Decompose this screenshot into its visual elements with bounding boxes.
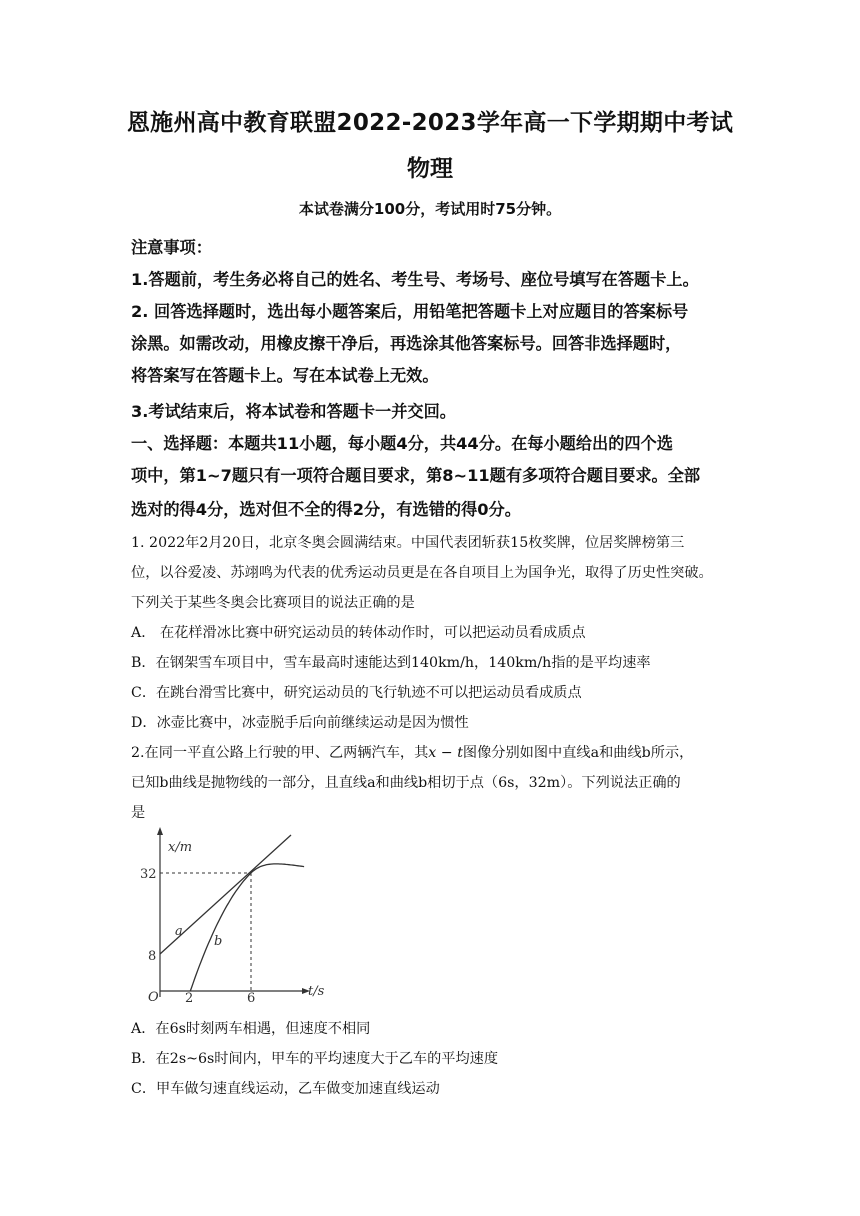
question-2-stem xyxy=(131,742,751,762)
y-tick-32: 32 xyxy=(140,867,157,882)
question-1-stem: 1. 2022年2月20日，北京冬奥会圆满结束。中国代表团斩获15枚奖牌，位居奖牌榜第三 xyxy=(131,535,685,551)
y-tick-8: 8 xyxy=(148,949,157,964)
exam-info: 本试卷满分100分，考试用时75分钟。 xyxy=(298,200,562,218)
question-1-option-a: A． 在花样滑冰比赛中研究运动员的转体动作时，可以把运动员看成质点 xyxy=(131,625,586,641)
section-heading-line: 项中，第1~7题只有一项符合题目要求，第8~11题有多项符合题目要求。全部 xyxy=(131,466,701,485)
x-axis-label: t/s xyxy=(308,984,325,999)
question-1-option-b: B．在钢架雪车项目中，雪车最高时速能达到140km/h，140km/h指的是平均速率 xyxy=(131,655,651,671)
question-1-option-c: C．在跳台滑雪比赛中，研究运动员的飞行轨迹不可以把运动员看成质点 xyxy=(131,685,582,701)
notice-line: 2. 回答选择题时，选出每小题答案后，用铅笔把答题卡上对应题目的答案标号 xyxy=(131,302,689,321)
question-2-stem: 是 xyxy=(131,805,146,821)
question-2-text: 图像分别如图中直线a和曲线b所示， xyxy=(462,745,694,761)
notice-line: 1.答题前，考生务必将自己的姓名、考生号、考场号、座位号填写在答题卡上。 xyxy=(131,270,699,289)
section-heading-line: 选对的得4分，选对但不全的得2分，有选错的得0分。 xyxy=(131,500,521,519)
question-1-stem: 位，以谷爱凌、苏翊鸣为代表的优秀运动员更是在各自项目上为国争光，取得了历史性突破。 xyxy=(131,565,713,581)
question-2-text: 2.在同一平直公路上行驶的甲、乙两辆汽车，其 xyxy=(131,745,429,761)
question-1-stem: 下列关于某些冬奥会比赛项目的说法正确的是 xyxy=(131,595,415,611)
x-tick-6: 6 xyxy=(247,991,256,1005)
xt-graph xyxy=(138,825,328,1005)
notice-line: 涂黑。如需改动，用橡皮擦干净后，再选涂其他答案标号。回答非选择题时， xyxy=(131,334,682,353)
notice-heading: 注意事项： xyxy=(131,238,212,257)
question-2-stem: 已知b曲线是抛物线的一部分，且直线a和曲线b相切于点（6s，32m）。下列说法正确的 xyxy=(131,775,681,791)
xt-math: x − t xyxy=(428,745,463,761)
question-2-option-c: C．甲车做匀速直线运动，乙车做变加速直线运动 xyxy=(131,1081,440,1097)
question-2-option-b: B．在2s~6s时间内，甲车的平均速度大于乙车的平均速度 xyxy=(131,1051,499,1067)
curve-b xyxy=(190,864,304,991)
x-tick-2: 2 xyxy=(185,991,194,1005)
section-heading-line: 一、选择题：本题共11小题，每小题4分，共44分。在每小题给出的四个选 xyxy=(131,434,673,453)
page-title: 恩施州高中教育联盟2022-2023学年高一下学期期中考试 xyxy=(126,110,734,136)
question-2-option-a: A．在6s时刻两车相遇，但速度不相同 xyxy=(131,1021,371,1037)
question-1-option-d: D．冰壶比赛中，冰壶脱手后向前继续运动是因为惯性 xyxy=(131,715,469,731)
notice-line: 3.考试结束后，将本试卷和答题卡一并交回。 xyxy=(131,402,456,421)
origin-label: O xyxy=(148,990,159,1005)
y-axis-label: x/m xyxy=(168,840,193,855)
curve-b-label: b xyxy=(214,934,223,949)
curve-a-label: a xyxy=(175,924,183,939)
subject-title: 物理 xyxy=(407,156,453,182)
y-axis-arrow xyxy=(157,827,163,835)
notice-line: 将答案写在答题卡上。写在本试卷上无效。 xyxy=(131,366,439,385)
